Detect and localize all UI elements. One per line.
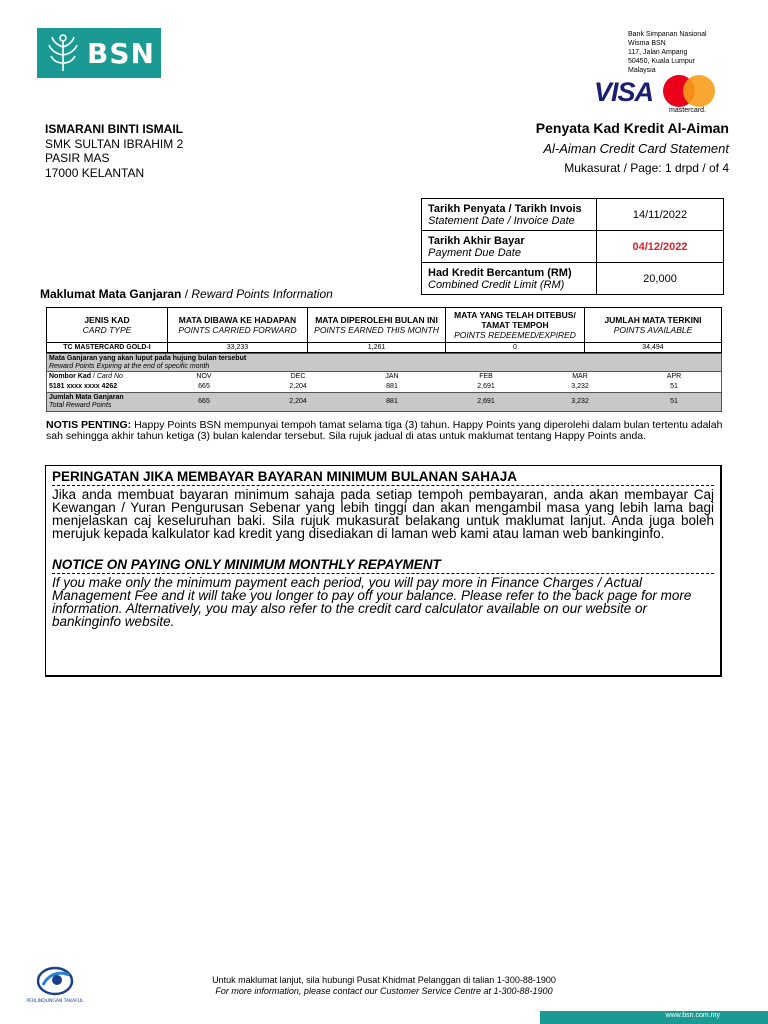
statement-date-label-ms: Tarikh Penyata / Tarikh Invois xyxy=(428,202,582,215)
col-card-type xyxy=(47,308,168,343)
col-header-en: POINTS EARNED THIS MONTH xyxy=(314,325,439,335)
address-line: SMK SULTAN IBRAHIM 2 xyxy=(45,136,184,151)
points-cell: 665 xyxy=(198,383,210,390)
payment-due-label-ms: Tarikh Akhir Bayar xyxy=(428,234,525,247)
takaful-logo-caption: PERLINDUNGAN TAKAFUL xyxy=(26,999,84,1004)
bank-address-line: 50450, Kuala Lumpur xyxy=(628,58,695,65)
card-type-cell: TC MASTERCARD GOLD-I xyxy=(47,343,168,353)
address-line: PASIR MAS xyxy=(45,151,110,165)
footer-url[interactable]: www.bsn.com.my xyxy=(665,1012,720,1019)
tree-icon xyxy=(47,33,79,73)
col-earned xyxy=(308,308,446,343)
bank-address xyxy=(628,30,707,75)
col-header-en: POINTS REDEEMED/EXPIRED xyxy=(454,330,576,340)
col-header-en: CARD TYPE xyxy=(82,325,132,335)
month-cell: JAN xyxy=(385,373,399,380)
table-row xyxy=(47,343,722,353)
col-header-ms: MATA DIPEROLEHI BULAN INI xyxy=(315,315,438,325)
notice-label: NOTIS PENTING: xyxy=(46,419,132,431)
month-cell: NOV xyxy=(196,373,212,380)
total-points-row xyxy=(47,392,721,411)
months-row: Nombor Kad / Card No NOV DEC JAN FEB MAR APR xyxy=(47,372,721,382)
addressee-block xyxy=(45,122,183,180)
page-indicator: Mukasurat / Page: 1 drpd / of 4 xyxy=(564,161,729,175)
statement-title-ms: Penyata Kad Kredit Al-Aiman xyxy=(535,120,729,136)
earned-cell: 1,261 xyxy=(308,343,446,353)
month-cell: MAR xyxy=(572,373,588,380)
reward-points-table xyxy=(46,307,722,353)
bank-address-line: 117, Jalan Ampang xyxy=(628,49,688,56)
card-number: 5181 xxxx xxxx 4262 xyxy=(49,383,118,390)
minimum-payment-warning xyxy=(45,465,722,677)
col-header-ms: MATA DIBAWA KE HADAPAN xyxy=(178,315,297,325)
credit-limit-label-en: Combined Credit Limit (RM) xyxy=(428,278,565,291)
warning-text-ms: Jika anda membuat bayaran minimum sahaja pada setiap tempoh pembayaran, anda akan membayar Caj Kewangan / Yuran Pengurusan Sebenar yang lebih tinggi dan akan mengambil masa yang lebih lama bagi menjelaskan caj keseluruhan baki. Sila rujuk mukasurat belakang untuk maklumat lanjut. Anda juga boleh merujuk kepada kalkulator kad kredit yang disediakan di laman web kami atau laman web bankinginfo. xyxy=(52,487,714,541)
points-cell: 2,204 xyxy=(289,383,307,390)
payment-due-value: 04/12/2022 xyxy=(597,231,724,263)
total-label-ms: Jumlah Mata Ganjaran xyxy=(49,394,124,401)
statement-info-table xyxy=(421,198,724,295)
credit-limit-value: 20,000 xyxy=(597,263,724,295)
expiring-title-ms: Mata Ganjaran yang akan luput pada hujung bulan tersebut xyxy=(49,355,247,362)
total-cell: 665 xyxy=(198,398,210,405)
points-cell: 2,691 xyxy=(477,383,495,390)
col-header-en: POINTS AVAILABLE xyxy=(613,325,693,335)
total-cell: 2,691 xyxy=(477,398,495,405)
address-line: 17000 KELANTAN xyxy=(45,165,145,180)
bank-address-line: Wisma BSN xyxy=(628,40,666,47)
bank-address-line: Malaysia xyxy=(628,67,656,74)
available-cell: 34,494 xyxy=(585,343,722,353)
total-cell: 3,232 xyxy=(571,398,589,405)
card-no-label-ms: Nombor Kad xyxy=(49,373,91,380)
important-notice xyxy=(46,420,726,442)
month-cell: DEC xyxy=(290,373,306,380)
footer-bar xyxy=(540,1011,768,1024)
reward-table-header xyxy=(47,308,722,343)
total-cell: 2,204 xyxy=(289,398,307,405)
reward-title-ms: Maklumat Mata Ganjaran xyxy=(40,287,182,301)
warning-heading-ms: PERINGATAN JIKA MEMBAYAR BAYARAN MINIMUM BULANAN SAHAJA xyxy=(52,469,518,484)
customer-name: ISMARANI BINTI ISMAIL xyxy=(45,122,183,136)
credit-limit-label-ms: Had Kredit Bercantum (RM) xyxy=(428,266,572,279)
month-cell: FEB xyxy=(479,373,493,380)
statement-title-en: Al-Aiman Credit Card Statement xyxy=(543,141,729,156)
card-points-row xyxy=(47,382,721,392)
statement-date-label-en: Statement Date / Invoice Date xyxy=(428,214,575,227)
warning-text-en: If you make only the minimum payment each period, you will pay more in Finance Charges / Actual Management Fee and it will take you longer to pay off your balance. Please refer to the back page for more information. Alternatively, you may also refer to the credit card calculator available on our website or bankinginfo website. xyxy=(52,575,692,629)
points-cell: 3,232 xyxy=(571,383,589,390)
statement-date-row xyxy=(422,199,724,231)
col-redeemed xyxy=(446,308,585,343)
footer-line-en: For more information, please contact our Customer Service Centre at 1-300-88-1900 xyxy=(215,986,553,996)
card-no-label-en: Card No xyxy=(96,373,123,380)
statement-date-value: 14/11/2022 xyxy=(597,199,724,231)
expiring-points-table xyxy=(46,353,722,412)
dashed-divider xyxy=(52,573,714,574)
col-carried-forward xyxy=(168,308,308,343)
total-cell: 51 xyxy=(670,398,678,405)
statement-title-block xyxy=(536,120,729,175)
warning-heading-en: NOTICE ON PAYING ONLY MINIMUM MONTHLY REPAYMENT xyxy=(52,557,441,572)
footer-line-ms: Untuk maklumat lanjut, sila hubungi Pusat Khidmat Pelanggan di talian 1-300-88-1900 xyxy=(212,975,556,985)
payment-due-row xyxy=(422,231,724,263)
reward-points-title: Maklumat Mata Ganjaran / Reward Points Information xyxy=(40,287,333,301)
dashed-divider xyxy=(52,485,714,486)
redeemed-cell: 0 xyxy=(446,343,585,353)
payment-due-label-en: Payment Due Date xyxy=(428,246,521,259)
reward-title-en: Reward Points Information xyxy=(191,287,333,301)
bank-address-line: Bank Simpanan Nasional xyxy=(628,31,707,38)
brand-name: BSN xyxy=(87,36,155,70)
col-header-en: POINTS CARRIED FORWARD xyxy=(178,325,297,335)
visa-logo: VISA xyxy=(594,77,654,107)
col-header-ms: JENIS KAD xyxy=(84,315,130,325)
col-available xyxy=(585,308,722,343)
mastercard-wordmark: mastercard. xyxy=(669,107,706,114)
expiring-title-en: Reward Points Expiring at the end of specific month xyxy=(49,362,210,370)
col-header-ms: MATA YANG TELAH DITEBUS/ TAMAT TEMPOH xyxy=(454,310,576,330)
col-header-ms: JUMLAH MATA TERKINI xyxy=(604,315,702,325)
footer-contact xyxy=(0,975,768,997)
expiring-points-heading xyxy=(47,354,721,372)
month-cell: APR xyxy=(666,373,682,380)
points-cell: 881 xyxy=(386,383,398,390)
carried-forward-cell: 33,233 xyxy=(168,343,308,353)
card-network-logos xyxy=(594,73,721,117)
mastercard-logo xyxy=(663,73,721,117)
mastercard-orange-circle xyxy=(683,75,715,107)
total-cell: 881 xyxy=(386,398,398,405)
bsn-logo xyxy=(37,28,161,78)
notice-text: Happy Points BSN mempunyai tempoh tamat selama tiga (3) tahun. Happy Points yang diperolehi dalam bulan tertentu adalah sah sehingga akhir tahun ketiga (3) bulan kalendar tersebut. Sila rujuk jadual di atas untuk maklumat tentang Happy Points anda. xyxy=(46,419,723,442)
credit-limit-row xyxy=(422,263,724,295)
total-label-en: Total Reward Points xyxy=(49,402,112,409)
points-cell: 51 xyxy=(670,383,678,390)
